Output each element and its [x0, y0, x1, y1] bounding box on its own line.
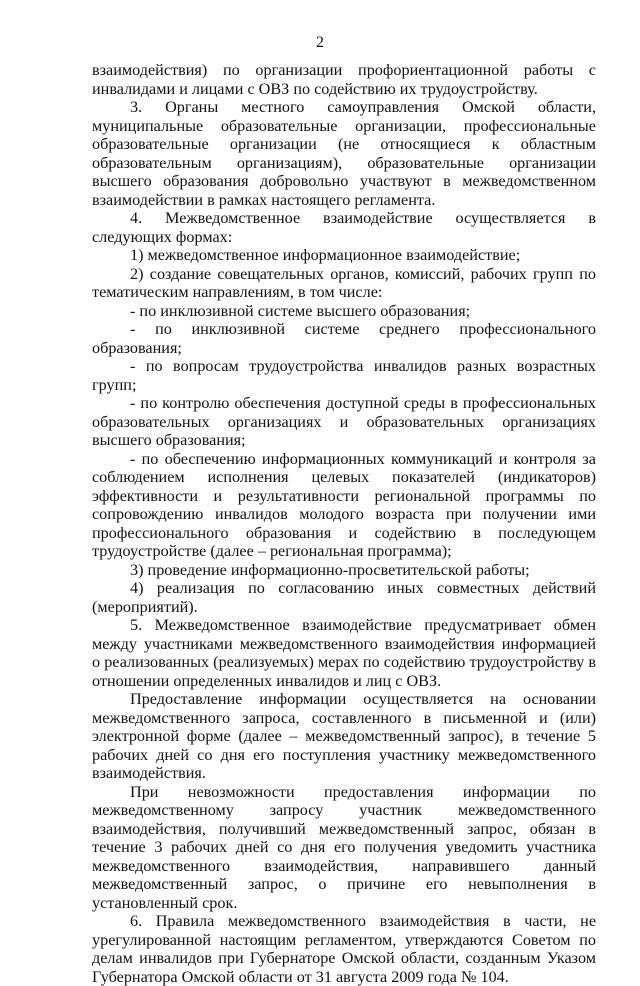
- dash-item-vocational-education: - по инклюзивной системе среднего профессионального образования;: [92, 320, 596, 357]
- page-number: 2: [316, 34, 324, 51]
- paragraph-impossibility: При невозможности предоставления информации по межведомственному запросу участник межведомственного взаимодействия, получивший межведомственный запрос, обязан в течение 3 рабочих дней со дня его получения уведомить участника межведомственного взаимодействия, направившего данный межведомственный запрос, о причине его невыполнения в установленный срок.: [92, 782, 596, 912]
- list-item-4-1: 1) межведомственное информационное взаимодействие;: [130, 246, 521, 264]
- list-item-4-4: 4) реализация по согласованию иных совместных действий (мероприятий).: [92, 579, 596, 616]
- paragraph-item-6: 6. Правила межведомственного взаимодействия в части, не урегулированной настоящим регламентом, утверждаются Советом по делам инвалидов при Губернаторе Омской области, созданным Указом Губернатора Омской области от 31 августа 2009 года № 104.: [92, 912, 596, 986]
- list-item-4-3: 3) проведение информационно-просветительской работы;: [130, 560, 530, 579]
- paragraph-item-4: 4. Межведомственное взаимодействие осуществляется в следующих формах:: [92, 209, 596, 246]
- dash-item-employment: - по вопросам трудоустройства инвалидов разных возрастных групп;: [92, 357, 596, 394]
- list-item-4-2: 2) создание совещательных органов, комиссий, рабочих групп по тематическим направлениям, в том числе:: [92, 264, 596, 301]
- paragraph-continuation: взаимодействия) по организации профориентационной работы с инвалидами и лицами с ОВЗ по содействию их трудоустройству.: [92, 61, 596, 98]
- dash-item-higher-education: - по инклюзивной системе высшего образования;: [130, 301, 471, 320]
- paragraph-item-5: 5. Межведомственное взаимодействие предусматривает обмен между участниками межведомственного взаимодействия информацией о реализованных (реализуемых) мерах по содействию трудоустройству в отношении определенных инвалидов и лиц с ОВЗ.: [92, 616, 596, 690]
- document-body: [92, 61, 596, 986]
- dash-item-accessible-environment: - по контролю обеспечения доступной среды в профессиональных образовательных организациях и образовательных организациях высшего образования;: [92, 394, 596, 449]
- paragraph-item-3: 3. Органы местного самоуправления Омской области, муниципальные образовательные организации, профессиональные образовательные организации (не относящиеся к областным образовательным организациям), образовательные организации высшего образования добровольно участвуют в межведомственном взаимодействии в рамках настоящего регламента.: [92, 98, 596, 209]
- dash-item-information-communications: - по обеспечению информационных коммуникаций и контроля за соблюдением исполнения целевых показателей (индикаторов) эффективности и результативности региональной программы по сопровождению инвалидов молодого возраста при получении ими профессионального образования и содействию в последующем трудоустройстве (далее – региональная программа);: [92, 449, 596, 560]
- paragraph-information-provision: Предоставление информации осуществляется на основании межведомственного запроса, составленного в письменной и (или) электронной форме (далее – межведомственный запрос), в течение 5 рабочих дней со дня его поступления участнику межведомственного взаимодействия.: [92, 690, 596, 782]
